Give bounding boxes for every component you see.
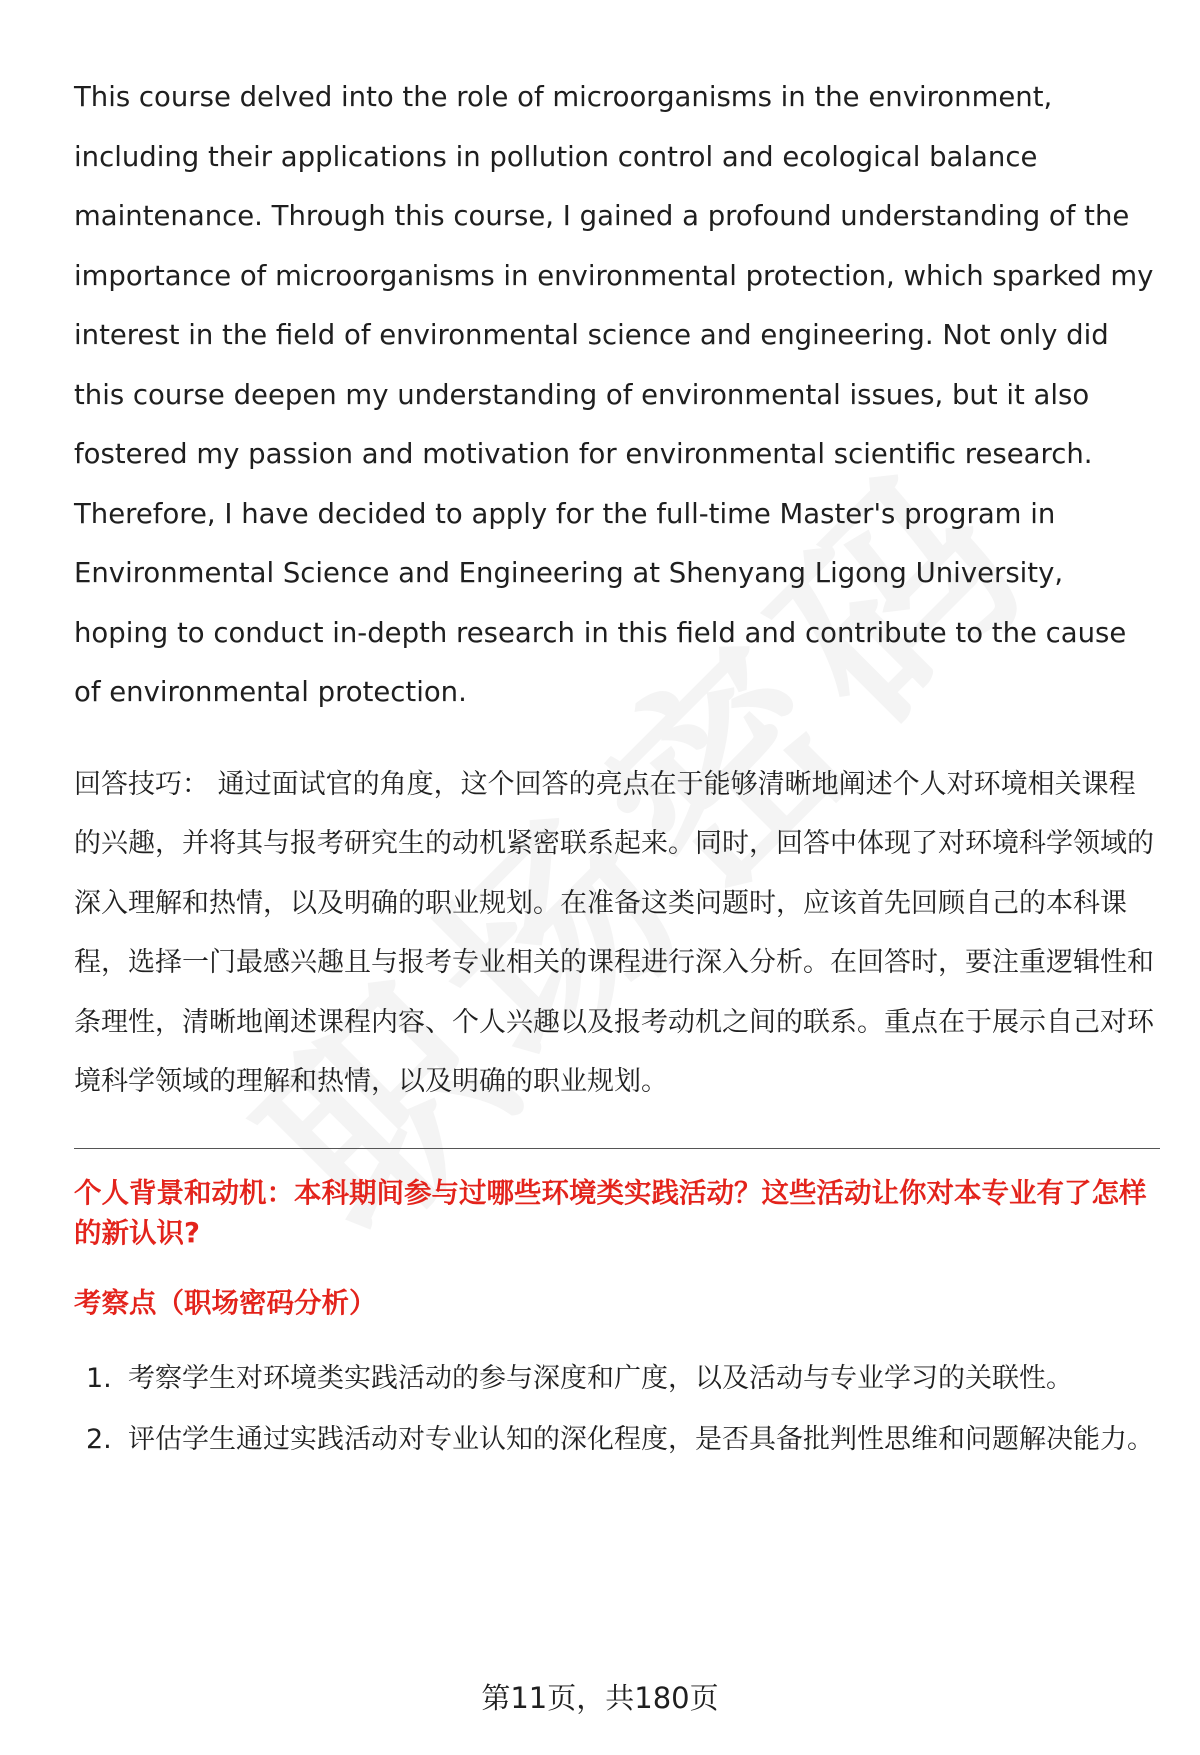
analysis-title: 考察点（职场密码分析）: [74, 1286, 377, 1319]
answer-tips-paragraph: 回答技巧： 通过面试官的角度，这个回答的亮点在于能够清晰地阐述个人对环境相关课程的兴趣，并将其与报考研究生的动机紧密联系起来。同时，回答中体现了对环境科学领域的深入理解和热情，以及明确的职业规划。在准备这类问题时，应该首先回顾自己的本科课程，选择一门最感兴趣且与报考专业相关的课程进行深入分析。在回答时，要注重逻辑性和条理性，清晰地阐述课程内容、个人兴趣以及报考动机之间的联系。重点在于展示自己对环境科学领域的理解和热情，以及明确的职业规划。: [74, 768, 1154, 1097]
list-item-number: 2.: [86, 1423, 112, 1455]
list-item-text: 考察学生对环境类实践活动的参与深度和广度，以及活动与专业学习的关联性。: [128, 1362, 1073, 1394]
list-item-text: 评估学生通过实践活动对专业认知的深化程度，是否具备批判性思维和问题解决能力。: [128, 1423, 1154, 1455]
list-item: [74, 1410, 1160, 1469]
list-item-number: 1.: [86, 1362, 112, 1394]
page-number-footer: 第11页，共180页: [481, 1681, 719, 1715]
question-heading: 个人背景和动机：本科期间参与过哪些环境类实践活动？这些活动让你对本专业有了怎样的新认识?: [74, 1176, 1147, 1249]
document-content: [74, 68, 1160, 1471]
section-divider: [74, 1148, 1160, 1149]
list-item: [74, 1349, 1160, 1408]
analysis-points-list: [74, 1349, 1160, 1469]
english-paragraph: This course delved into the role of microorganisms in the environment, including their applications in pollution control and ecological balance maintenance. Through this course, I gained a profound understanding of the importance of microorganisms in environmental protection, which sparked my interest in the field of environmental science and engineering. Not only did this course deepen my understanding of environmental issues, but it also fostered my passion and motivation for environmental scientific research. Therefore, I have decided to apply for the full-time Master's program in Environmental Science and Engineering at Shenyang Ligong University, hoping to conduct in-depth research in this field and contribute to the cause of environmental protection.: [74, 81, 1154, 708]
